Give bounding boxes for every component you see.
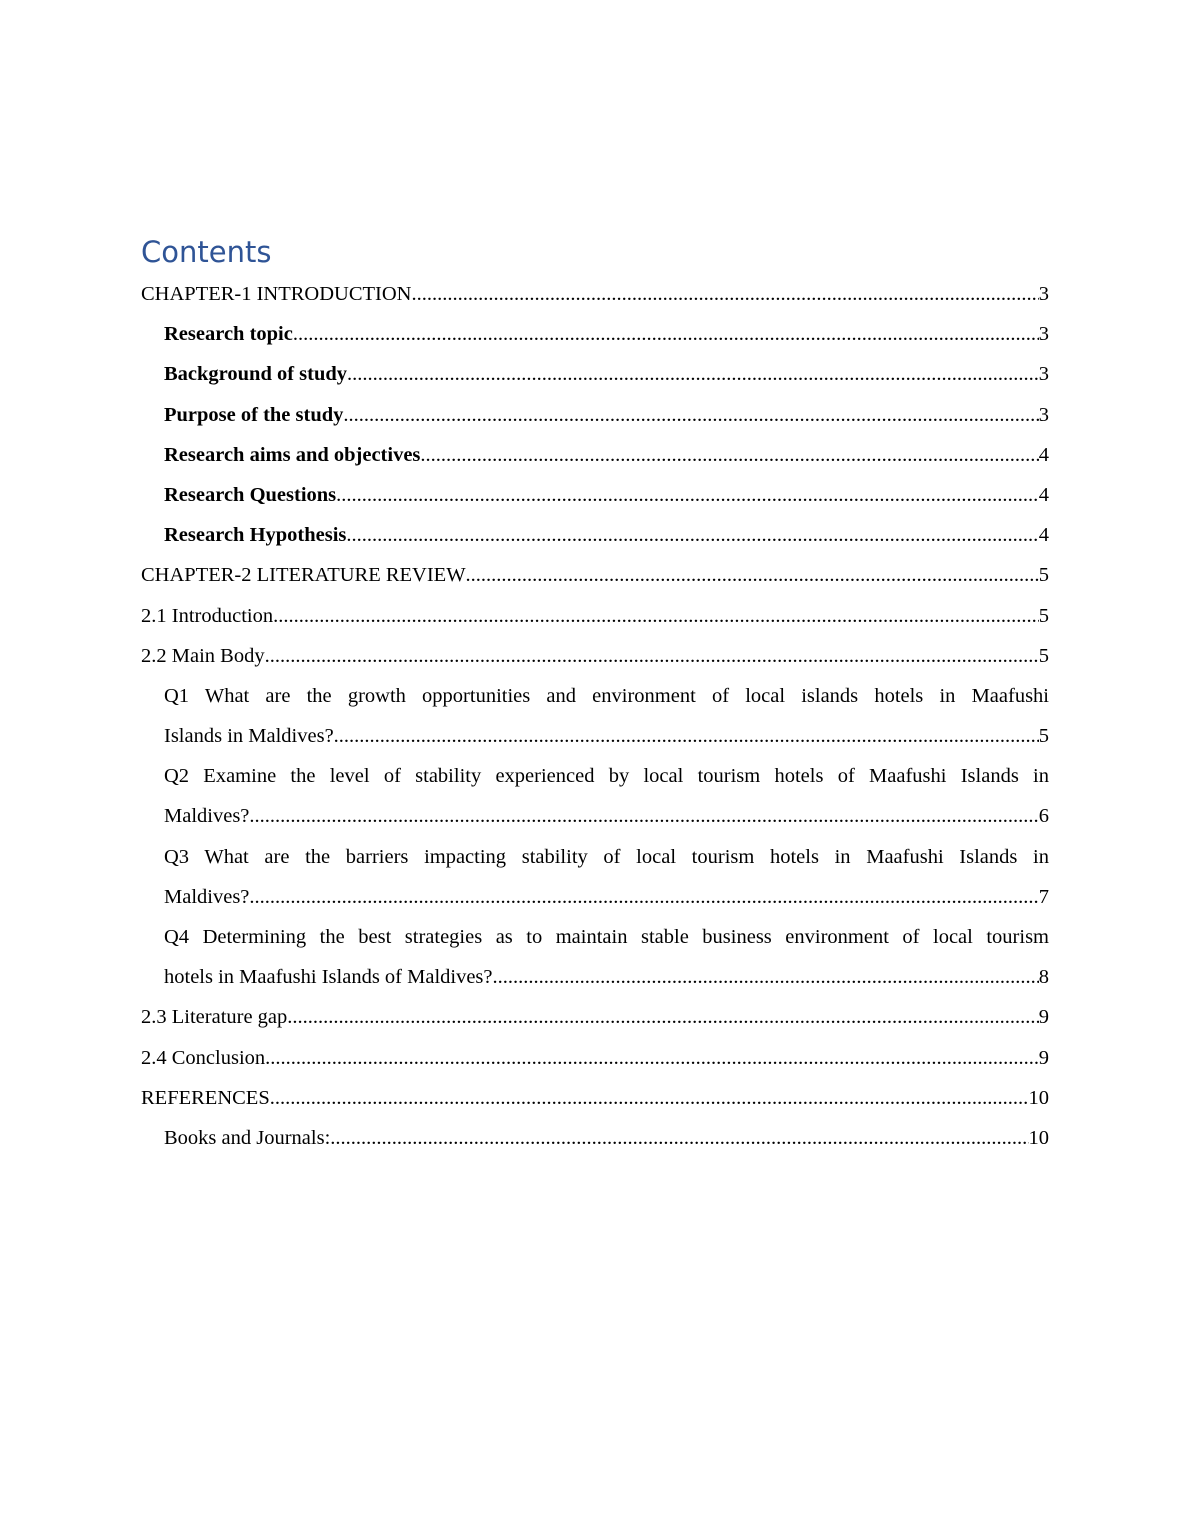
dot-leader xyxy=(249,877,1038,917)
toc-entry-introduction[interactable] xyxy=(141,596,1049,636)
toc-entry-conclusion[interactable] xyxy=(141,1038,1049,1078)
toc-entry-research-topic[interactable] xyxy=(141,314,1049,354)
dot-leader xyxy=(466,555,1039,595)
toc-entry-title: Research Hypothesis xyxy=(164,524,347,547)
toc-entry-page: 3 xyxy=(1038,363,1049,386)
toc-entry-title-line2: Maldives? xyxy=(164,805,250,828)
dot-leader xyxy=(334,716,1039,756)
toc-entry-main-body[interactable] xyxy=(141,636,1049,676)
toc-entry-page: 4 xyxy=(1038,443,1049,466)
toc-entry-page: 4 xyxy=(1038,524,1049,547)
toc-entry-title: 2.2 Main Body xyxy=(141,644,265,667)
dot-leader xyxy=(346,515,1038,555)
toc-entry-title: 2.3 Literature gap xyxy=(141,1006,288,1029)
toc-entry-page: 9 xyxy=(1038,1046,1049,1069)
toc-entry-chapter-1[interactable] xyxy=(141,274,1049,314)
toc-entry-page: 10 xyxy=(1028,1086,1049,1109)
dot-leader xyxy=(287,997,1038,1037)
toc-entry-title: Purpose of the study xyxy=(164,403,344,426)
dot-leader xyxy=(265,636,1039,676)
toc-entry-page: 5 xyxy=(1038,725,1049,748)
toc-entry-page: 3 xyxy=(1038,283,1049,305)
toc-entry-chapter-2[interactable] xyxy=(141,555,1049,595)
toc-entry-title: Research Questions xyxy=(164,483,337,506)
dot-leader xyxy=(270,1078,1029,1118)
dot-leader xyxy=(411,274,1038,314)
toc-entry-research-hypothesis[interactable] xyxy=(141,515,1049,555)
toc-entry-page: 5 xyxy=(1038,604,1049,627)
toc-entry-background[interactable] xyxy=(141,354,1049,394)
toc-entry-title: Research aims and objectives xyxy=(164,443,421,466)
toc-heading: Contents xyxy=(141,235,272,269)
toc-entry-title: Research topic xyxy=(164,323,293,346)
toc-entry-research-questions[interactable] xyxy=(141,475,1049,515)
dot-leader xyxy=(330,1118,1028,1158)
toc-entry-purpose[interactable] xyxy=(141,395,1049,435)
toc-entry-title: Background of study xyxy=(164,363,348,386)
toc-entry-title: CHAPTER-2 LITERATURE REVIEW xyxy=(141,564,466,587)
dot-leader xyxy=(493,957,1039,997)
table-of-contents xyxy=(141,274,1049,1158)
toc-entry-literature-gap[interactable] xyxy=(141,997,1049,1037)
toc-entry-title: CHAPTER-1 INTRODUCTION xyxy=(141,283,412,305)
toc-entry-title-line1: Q4 Determining the best strategies as to maintain stable business environment of local tourism xyxy=(164,926,1049,948)
toc-entry-title-line2: hotels in Maafushi Islands of Maldives? xyxy=(164,966,493,989)
toc-entry-title-line1: Q2 Examine the level of stability experienced by local tourism hotels of Maafushi Islands in xyxy=(164,765,1049,788)
toc-entry-page: 3 xyxy=(1038,403,1049,426)
toc-entry-q1[interactable] xyxy=(141,676,1049,756)
document-page xyxy=(141,230,1049,1158)
toc-entry-q4[interactable] xyxy=(141,917,1049,997)
dot-leader xyxy=(336,475,1039,515)
toc-entry-title: Books and Journals: xyxy=(164,1126,331,1149)
toc-entry-page: 8 xyxy=(1038,966,1049,989)
toc-entry-page: 3 xyxy=(1038,323,1049,346)
toc-entry-q3[interactable] xyxy=(141,837,1049,917)
toc-entry-title: REFERENCES xyxy=(141,1086,270,1109)
toc-entry-page: 10 xyxy=(1028,1126,1049,1149)
toc-entry-title-line2: Maldives? xyxy=(164,885,250,908)
dot-leader xyxy=(347,354,1039,394)
toc-entry-aims-objectives[interactable] xyxy=(141,435,1049,475)
dot-leader xyxy=(420,435,1038,475)
dot-leader xyxy=(249,796,1038,836)
toc-entry-page: 5 xyxy=(1038,644,1049,667)
toc-entry-title-line1: Q1 What are the growth opportunities and environment of local islands hotels in Maafushi xyxy=(164,684,1049,707)
dot-leader xyxy=(273,596,1039,636)
toc-entry-title-line2: Islands in Maldives? xyxy=(164,725,334,748)
toc-entry-q2[interactable] xyxy=(141,756,1049,836)
dot-leader xyxy=(265,1038,1039,1078)
toc-entry-title: 2.1 Introduction xyxy=(141,604,274,627)
toc-entry-page: 6 xyxy=(1038,805,1049,828)
toc-entry-references[interactable] xyxy=(141,1078,1049,1118)
toc-entry-title: 2.4 Conclusion xyxy=(141,1046,266,1069)
toc-entry-page: 5 xyxy=(1038,564,1049,587)
toc-entry-books-journals[interactable] xyxy=(141,1118,1049,1158)
dot-leader xyxy=(293,314,1039,354)
toc-entry-title-line1: Q3 What are the barriers impacting stability of local tourism hotels in Maafushi Islands in xyxy=(164,845,1049,868)
toc-entry-page: 9 xyxy=(1038,1006,1049,1029)
dot-leader xyxy=(343,395,1038,435)
toc-entry-page: 4 xyxy=(1038,483,1049,506)
toc-entry-page: 7 xyxy=(1038,885,1049,908)
